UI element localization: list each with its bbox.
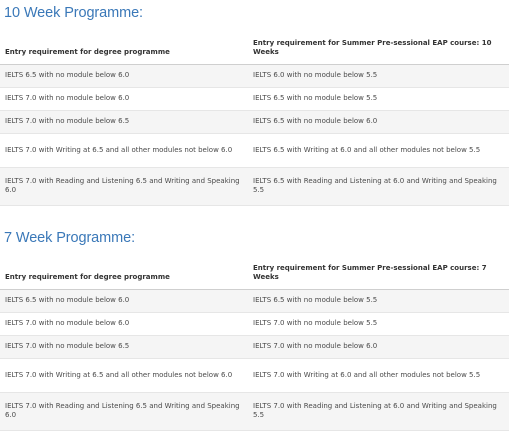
eap-requirement-cell: IELTS 7.0 with Writing at 6.0 and all other modules not below 5.5 xyxy=(253,370,481,379)
degree-requirement-cell: IELTS 7.0 with Writing at 6.5 and all other modules not below 6.0 xyxy=(5,370,233,379)
table-row xyxy=(0,312,509,335)
table-row xyxy=(0,133,509,167)
column-header-degree: Entry requirement for degree programme xyxy=(5,272,170,281)
table-row xyxy=(0,87,509,110)
eap-requirement-cell: IELTS 7.0 with no module below 5.5 xyxy=(253,319,378,327)
degree-requirement-cell: IELTS 7.0 with Reading and Listening 6.5 and Writing and Speaking 6.0 xyxy=(5,402,240,419)
column-header-degree: Entry requirement for degree programme xyxy=(5,47,170,56)
degree-requirement-cell: IELTS 6.5 with no module below 6.0 xyxy=(5,71,130,79)
eap-requirement-cell: IELTS 6.5 with Writing at 6.0 and all other modules not below 5.5 xyxy=(253,145,481,154)
column-header-eap: Entry requirement for Summer Pre-sessional EAP course: 10 Weeks xyxy=(253,38,492,56)
requirements-table-10-week xyxy=(0,24,509,206)
table-row xyxy=(0,110,509,133)
degree-requirement-cell: IELTS 7.0 with no module below 6.0 xyxy=(5,94,130,102)
table-row xyxy=(0,167,509,205)
degree-requirement-cell: IELTS 7.0 with no module below 6.5 xyxy=(5,342,130,350)
eap-requirement-cell: IELTS 6.5 with no module below 5.5 xyxy=(253,94,378,102)
section-title-10-week: 10 Week Programme: xyxy=(4,5,143,21)
eap-requirement-cell: IELTS 6.5 with no module below 6.0 xyxy=(253,117,378,125)
table-row xyxy=(0,392,509,430)
table-header-row xyxy=(0,249,509,289)
table-row xyxy=(0,335,509,358)
degree-requirement-cell: IELTS 7.0 with no module below 6.5 xyxy=(5,117,130,125)
degree-requirement-cell: IELTS 7.0 with Reading and Listening 6.5 and Writing and Speaking 6.0 xyxy=(5,177,240,194)
table-row xyxy=(0,358,509,392)
eap-requirement-cell: IELTS 7.0 with no module below 6.0 xyxy=(253,342,378,350)
column-header-eap: Entry requirement for Summer Pre-sessional EAP course: 7 Weeks xyxy=(253,263,487,281)
table-header-row xyxy=(0,24,509,64)
degree-requirement-cell: IELTS 6.5 with no module below 6.0 xyxy=(5,296,130,304)
eap-requirement-cell: IELTS 6.5 with no module below 5.5 xyxy=(253,296,378,304)
degree-requirement-cell: IELTS 7.0 with Writing at 6.5 and all other modules not below 6.0 xyxy=(5,145,233,154)
degree-requirement-cell: IELTS 7.0 with no module below 6.0 xyxy=(5,319,130,327)
table-row xyxy=(0,289,509,312)
eap-requirement-cell: IELTS 7.0 with Reading and Listening at 6.0 and Writing and Speaking 5.5 xyxy=(253,402,497,419)
table-row xyxy=(0,64,509,87)
eap-requirement-cell: IELTS 6.0 with no module below 5.5 xyxy=(253,71,378,79)
eap-requirement-cell: IELTS 6.5 with Reading and Listening at 6.0 and Writing and Speaking 5.5 xyxy=(253,177,497,194)
section-title-7-week: 7 Week Programme: xyxy=(4,230,135,246)
requirements-table-7-week xyxy=(0,249,509,431)
